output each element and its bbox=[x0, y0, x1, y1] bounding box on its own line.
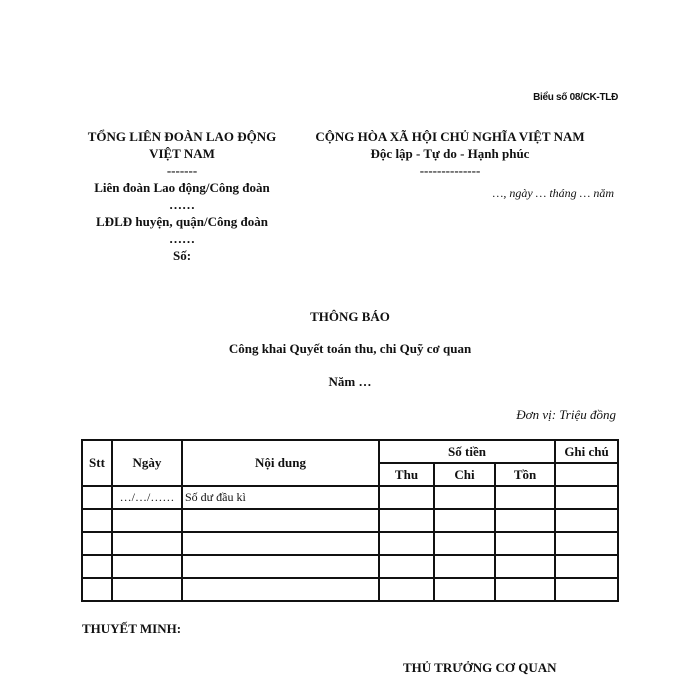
form-code: Biểu số 08/CK-TLĐ bbox=[533, 92, 618, 103]
cell-stt bbox=[82, 486, 112, 509]
cell-note bbox=[555, 578, 618, 601]
header-expense: Chi bbox=[434, 463, 495, 486]
table-row bbox=[82, 578, 618, 601]
right-divider: -------------- bbox=[419, 163, 481, 178]
cell-note bbox=[555, 486, 618, 509]
cell-expense bbox=[434, 509, 495, 532]
unit-dots2: …… bbox=[169, 231, 195, 246]
country-name: CỘNG HÒA XÃ HỘI CHỦ NGHĨA VIỆT NAM bbox=[315, 129, 585, 144]
cell-income bbox=[379, 555, 434, 578]
explanation-label: THUYẾT MINH: bbox=[82, 621, 182, 636]
table-header-row bbox=[82, 440, 618, 463]
org-name-line1: TỔNG LIÊN ĐOÀN LAO ĐỘNG bbox=[87, 129, 277, 144]
header-balance: Tồn bbox=[495, 463, 555, 486]
cell-income bbox=[379, 509, 434, 532]
number-label: Số: bbox=[172, 248, 192, 263]
document-title: THÔNG BÁO bbox=[310, 309, 390, 324]
signer-title: THỦ TRƯỞNG CƠ QUAN bbox=[403, 660, 557, 675]
header-income: Thu bbox=[379, 463, 434, 486]
cell-expense bbox=[434, 555, 495, 578]
table-row bbox=[82, 486, 618, 509]
cell-content bbox=[182, 578, 379, 601]
header-note-blank bbox=[555, 463, 618, 486]
cell-balance bbox=[495, 509, 555, 532]
cell-date bbox=[112, 555, 182, 578]
document-subtitle: Công khai Quyết toán thu, chi Quỹ cơ quan bbox=[228, 341, 472, 356]
cell-stt bbox=[82, 509, 112, 532]
cell-income bbox=[379, 532, 434, 555]
ledger-table bbox=[81, 439, 619, 602]
cell-expense bbox=[434, 532, 495, 555]
cell-income bbox=[379, 578, 434, 601]
cell-note bbox=[555, 555, 618, 578]
cell-date bbox=[112, 578, 182, 601]
table-row bbox=[82, 532, 618, 555]
left-header bbox=[78, 128, 286, 264]
unit-line2: LĐLĐ huyện, quận/Công đoàn bbox=[96, 214, 268, 229]
cell-content bbox=[182, 532, 379, 555]
header-note: Ghi chú bbox=[555, 440, 618, 463]
cell-date bbox=[112, 532, 182, 555]
header-date: Ngày bbox=[112, 440, 182, 486]
org-name-line2: VIỆT NAM bbox=[149, 146, 215, 161]
cell-content bbox=[182, 509, 379, 532]
cell-note bbox=[555, 509, 618, 532]
cell-balance bbox=[495, 486, 555, 509]
cell-note bbox=[555, 532, 618, 555]
cell-stt bbox=[82, 555, 112, 578]
motto: Độc lập - Tự do - Hạnh phúc bbox=[370, 146, 530, 161]
cell-stt bbox=[82, 532, 112, 555]
cell-date: …/…/…… bbox=[112, 486, 182, 509]
date-line: …, ngày … tháng … năm bbox=[492, 186, 614, 200]
header-stt: Stt bbox=[82, 440, 112, 486]
cell-content bbox=[182, 555, 379, 578]
cell-date bbox=[112, 509, 182, 532]
cell-expense bbox=[434, 486, 495, 509]
unit-note: Đơn vị: Triệu đồng bbox=[516, 407, 616, 422]
table-row bbox=[82, 555, 618, 578]
cell-income bbox=[379, 486, 434, 509]
unit-line1: Liên đoàn Lao động/Công đoàn bbox=[94, 180, 270, 195]
cell-balance bbox=[495, 532, 555, 555]
cell-stt bbox=[82, 578, 112, 601]
document-year: Năm … bbox=[328, 374, 372, 389]
cell-expense bbox=[434, 578, 495, 601]
cell-balance bbox=[495, 578, 555, 601]
header-amount: Số tiền bbox=[379, 440, 555, 463]
cell-content: Số dư đầu kì bbox=[182, 486, 379, 509]
cell-balance bbox=[495, 555, 555, 578]
header-content: Nội dung bbox=[182, 440, 379, 486]
right-header bbox=[300, 128, 600, 179]
table-row bbox=[82, 509, 618, 532]
unit-dots1: …… bbox=[169, 197, 195, 212]
left-divider: ------- bbox=[166, 163, 198, 178]
